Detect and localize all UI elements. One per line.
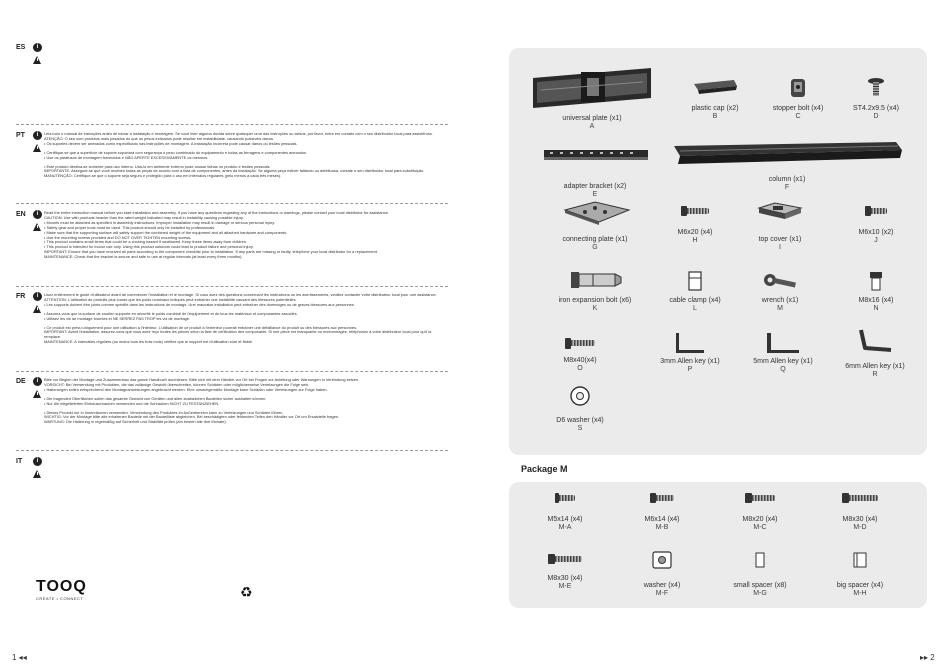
package-part-mb [627,492,697,532]
book-icon: i [33,43,42,52]
part-n [843,270,909,313]
book-icon: i [33,131,42,140]
lang-code: PT [16,132,25,139]
part-name: 3mm Allen key (x1) [660,358,720,365]
lang-code: EN [16,211,26,218]
part-k [530,268,660,313]
package-part-md [825,492,895,532]
package-part-mg [720,550,800,598]
part-letter: A [589,123,595,130]
package-title: Package M [521,464,568,474]
part-l [660,270,730,313]
language-instructions [16,40,446,600]
stopper-bolt-icon [786,76,810,100]
part-letter: M-H [853,590,867,597]
lang-code: IT [16,458,23,465]
screw-icon [864,76,888,100]
adapter-bracket-icon [540,146,650,166]
part-letter: R [872,371,878,378]
logo-tagline: CREATE • CONNECT [36,596,84,601]
package-part-mc [725,492,795,532]
screw-icon [555,492,575,504]
part-letter: H [692,237,698,244]
spacer-icon [850,550,870,570]
part-f [662,140,912,192]
package-part-ma [530,492,600,532]
divider [16,203,448,204]
washer-icon [568,384,592,408]
part-name: 6mm Allen key (x1) [845,363,905,370]
warning-icon [33,305,41,313]
connecting-plate-icon [555,200,635,228]
part-letter: M-E [558,583,572,590]
part-name: cable clamp (x4) [669,297,721,304]
plastic-cap-icon [690,76,740,100]
part-letter: S [577,425,583,432]
part-i [745,200,815,252]
part-m [745,270,815,313]
divider [16,124,448,125]
part-name: 5mm Allen key (x1) [753,358,813,365]
part-name: M8x40(x4) [563,357,597,364]
part-e [530,146,660,199]
part-a [527,66,657,131]
part-h [660,205,730,245]
part-letter: E [592,191,598,198]
part-name: iron expansion bolt (x6) [558,297,632,304]
part-letter: J [874,237,878,244]
part-name: M8x20 (x4) [742,516,778,523]
part-name: small spacer (x8) [733,582,787,589]
warning-icon [33,390,41,398]
part-name: M6x14 (x4) [644,516,680,523]
wrench-icon [760,270,800,292]
part-name: M6x20 (x4) [677,229,713,236]
allen-key-icon [855,328,895,354]
book-icon: i [33,457,42,466]
book-icon: i [33,377,42,386]
part-c [763,76,833,121]
screw-icon [865,205,887,217]
part-letter: P [687,366,693,373]
warning-icon [33,223,41,231]
warning-icon [33,470,41,478]
divider [16,371,448,372]
part-name: adapter bracket (x2) [563,183,627,190]
part-letter: D [873,113,879,120]
part-o [530,337,630,373]
book-icon: i [33,292,42,301]
part-letter: M-B [655,524,669,531]
part-letter: O [577,365,583,372]
logo-name: TOOQ [36,578,87,595]
part-letter: M-D [853,524,867,531]
part-name: ST4.2x9.5 (x4) [853,105,899,112]
part-letter: B [712,113,718,120]
screw-icon [650,492,674,504]
part-letter: F [784,184,790,191]
warning-icon [33,144,41,152]
part-name: top cover (x1) [758,236,802,243]
part-p [650,333,730,374]
part-j [843,205,909,245]
lang-code: ES [16,44,26,51]
part-name: stopper bolt (x4) [772,105,824,112]
recycle-icon: ♻ [240,584,253,600]
part-b [680,76,750,121]
part-name: universal plate (x1) [562,115,622,122]
instruction-text: Bitte vor Beginn der Montage und Zusammenbau das ganze Handbuch durchlesen. Bitte sich mit dem Händler vor Ort bei Fragen zur Anleitung oder Warnungen in Verbindung setzen. VORSICHT: Bei Verwendung mit Produkten, die das zulässige Gewicht überschreiten, können Schäden oder möglicherweise Verletzungen die Folge sein. • Halterungen sollen entsprechend den Montageanweisungen angebracht werden. Eine unsachgemäße Montage kann Schäden oder Verletzungen zur Folge haben. • Die tragenden Oberflächen sollen das gesamte Gewicht von Geräten und allen zusätzlichen Bauteilen sicher aushalten können. • Nur die mitgelieferten Einbauschrauben verwenden und die Schrauben NICHT ZU FESTANZIEHEN. • Dieses Produkt nur in Innenräumen verwenden. Verwendung des Produktes im Außenbereich kann zu Verletzungen und Schäden führen. WICHTIG: Vor der Montage bitte alle erhaltenen Bauteile mit der Bauteilliste abgleichen. Bei beschädigten oder fehlenden Teilen den Händler vor Ort um Ersatzteile fragen. WARTUNG: Die Halterung in regelmäßig auf Sicherheit und Stabilität prüfen (am besten alle drei Monate). [44,377,360,425]
part-name: M8x16 (x4) [858,297,894,304]
package-part-mf [627,550,697,598]
part-name: M5x14 (x4) [547,516,583,523]
part-name: M8x30 (x4) [842,516,878,523]
part-name: big spacer (x4) [836,582,884,589]
part-g [530,200,660,252]
screw-icon [548,553,582,565]
instruction-text: Leia todo o manual de instruções antes de iniciar a instalação e montagem. Se você tiver alguma dúvida sobre quaisquer uma das instruções ou avisos, por favor, entre em contato com o seu distribuidor local para assistência. ATENÇÃO: O seu som produtos mais pesados do que os pesos indicados pode resultar em instabilidade, causando possíveis danos. • Os suportes devem ser anexados como especificado nas instruções de montagem. A instalação incorreta pode causar danos ou lesões pessoais. • Certifique-se que a superfície de suporte suportará com segurança o peso combinado do equipamento e todas as ferragens e componentes anexados. • Use os parafusos de montagem fornecidos e NÃO APERTE EXCESSIVAMENTE os mesmos. • Este produto destina-se somente para uso interno. Usá-lo em ambiente externo pode causar falhas no produto e lesões pessoais. IMPORTANTE: Assegure-se que você recebeu todas as peças de acordo com a lista de componentes, antes da instalação. Se alguma peça estiver faltando ou defeituosa, contate o seu distribuidor local para substituição. MANUTENÇÃO: Certifique-se que o suporte seja seguro e protegido para o uso em intervalos regulares (pelo menos a cada três meses). [44,131,433,179]
part-letter: K [592,305,598,312]
part-name: wrench (x1) [761,297,799,304]
part-s [540,384,620,433]
page-number-right: ▸▸ 2 [920,653,935,662]
lang-code: DE [16,378,26,385]
page-number-left: 1 ◂◂ [12,653,27,662]
screw-icon [681,205,709,217]
book-icon: i [33,210,42,219]
expansion-bolt-icon [565,268,625,292]
cable-clamp-icon [683,270,707,292]
part-q [743,333,823,374]
part-d [843,76,909,121]
part-letter: G [592,244,598,251]
instruction-text: Read the entire instruction manual before you start installation and assembly. If you have any questions regarding any of the instructions or warnings, please contact your local distributor for assistance. CAUTION: Use with products heavier than the rated weight indicated may result in instability causing possible injury. • Mounts must be attached as specified in assembly instructions. Improper installation may result in damage or serious personal injury. • Safety gear and proper tools must be used. This product should only be installed by professionals. • Make sure that the supporting surface will safely support the combined weight of the equipment and all attached hardware and components. • Use the mounting screws provided and DO NOT OVER TIGHTEN mounting screws. • This product contains small items that could be a choking hazard if swallowed. Keep these items away from children. • This product is intended for indoor use only. Using this product outdoors could lead to product failure and personal injury. IMPORTANT: Ensure that you have received all parts according to the component checklist prior to installation. If any parts are missing or faulty, telephone your local distributor for a replacement. MAINTENANCE: Check that the bracket is secure and safe to use at regular intervals (at least every three months). [44,210,389,260]
part-letter: C [795,113,801,120]
screw-icon [745,492,775,504]
part-letter: M-A [558,524,572,531]
brand-logo [36,578,87,601]
part-letter: L [693,305,697,312]
lang-code: FR [16,293,26,300]
instruction-text: Lisez entièrement le guide d'utilisateur avant de commencer l'installation et le montage. Si vous avez des questions concernant les instructions ou les avertissements, veuillez contacter votre distributeur local pour une assistance. ATTENTION: L'utilisation de produits plus lourds que les poids nominaux indiqués peut entraîner une instabilité causant des blessures potentielles. • Les supports doivent être joints comme spécifié dans les instructions de montage. Une mauvaise installation peut entraîner des dommages ou de graves blessures aux personnes. • Assurez-vous que la surface de soutien supporte en sécurité le poids combiné de l'équipement et de tous les matériaux et composantes associés. • Utilisez les vis de montage fournies et NE SERREZ PAS TROP les vis de montage. • Ce produit est prévu uniquement pour une utilisation à l'intérieur. L'utilisation de ce produit à l'extérieur pourrait entraîner une défaillance du produit ou des blessures aux personnes. IMPORTANT: Avant l'installation, assurez-vous que vous avez reçu toutes les pièces selon la liste de vérification des composants. Si une pièce est manquante ou endommagée, téléphonez à votre distributeur local pour qu'il la remplace. MAINTENANCE: A intervalles réguliers (au moins tous les trois mois) vérifiez que le support est d'utilisation sûre et fiable. [44,292,437,345]
part-name: washer (x4) [643,582,681,589]
part-letter: N [873,305,879,312]
part-letter: M [777,305,783,312]
part-letter: M-F [655,590,669,597]
package-part-mh [822,550,898,598]
washer-icon [650,550,674,570]
part-r [835,328,915,379]
column-icon [670,140,905,166]
warning-icon [33,56,41,64]
spacer-icon [750,550,770,570]
part-name: plastic cap (x2) [691,105,739,112]
part-letter: I [779,244,781,251]
part-name: column (x1) [768,176,806,183]
screw-icon [842,492,878,504]
screw-icon [565,337,595,349]
universal-plate-icon [531,66,653,110]
bolt-icon [864,270,888,292]
part-letter: M-C [753,524,767,531]
allen-key-icon [676,333,704,353]
part-name: D6 washer (x4) [556,417,604,424]
package-part-me [530,553,600,591]
part-letter: M-G [753,590,767,597]
part-name: connecting plate (x1) [562,236,628,243]
top-cover-icon [755,200,805,222]
part-name: M6x10 (x2) [858,229,894,236]
part-name: M8x30 (x4) [547,575,583,582]
divider [16,286,448,287]
allen-key-icon [767,333,799,353]
divider [16,450,448,451]
part-letter: Q [780,366,786,373]
